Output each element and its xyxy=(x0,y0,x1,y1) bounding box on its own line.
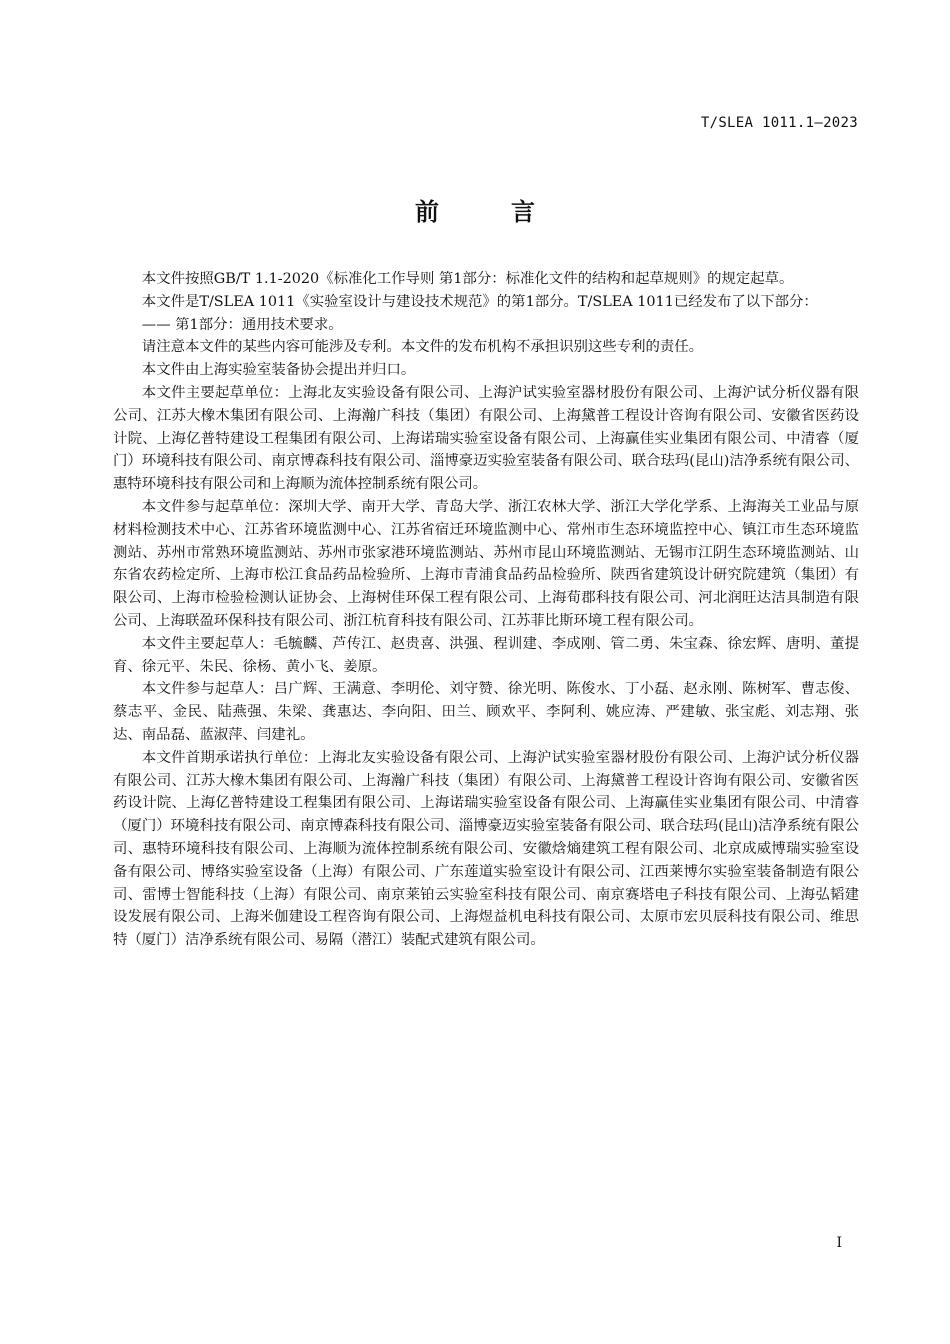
page-number: I xyxy=(836,1235,842,1251)
paragraph-drafting-rules: 本文件按照GB/T 1.1-2020《标准化工作导则 第1部分：标准化文件的结构和起草规则》的规定起草。 xyxy=(141,271,794,287)
paragraph-part-list: —— 第1部分：通用技术要求。 xyxy=(141,316,343,333)
paragraph-first-implementers: 本文件首期承诺执行单位：上海北友实验设备有限公司、上海沪试实验室器材股份有限公司、上海沪试分析仪器有限公司、江苏大橡木集团有限公司、上海瀚广科技（集团）有限公司、上海黛普工程设计咨询有限公司、安徽省医药设计院、上海亿普特建设工程集团有限公司、上海诺瑞实验室设备有限公司、上海赢佳实业集团有限公司、中清睿（厦门）环境科技有限公司、南京博森科技有限公司、淄博豪迈实验室装备有限公司、联合珐玛(昆山)洁净系统有限公司、惠特环境科技有限公司、上海顺为流体控制系统有限公司、安徽焓熵建筑工程有限公司、北京成威博瑞实验室设备有限公司、博络实验室设备（上海）有限公司、广东莲道实验室设计有限公司、江西莱博尔实验室装备制造有限公司、雷博士智能科技（上海）有限公司、南京莱铂云实验室科技有限公司、南京赛塔电子科技有限公司、上海弘韬建设发展有限公司、上海米伽建设工程咨询有限公司、上海煜益机电科技有限公司、太原市宏贝辰科技有限公司、维思特（厦门）洁净系统有限公司、易隔（潜江）装配式建筑有限公司。 xyxy=(113,749,859,949)
document-code: T/SLEA 1011.1—2023 xyxy=(700,115,858,131)
document-body xyxy=(113,268,859,952)
paragraph-participating-units: 本文件参与起草单位：深圳大学、南开大学、青岛大学、浙江农林大学、浙江大学化学系、上海海关工业品与原材料检测技术中心、江苏省环境监测中心、江苏省宿迁环境监测中心、常州市生态环境监控中心、镇江市生态环境监测站、苏州市常熟环境监测站、苏州市张家港环境监测站、苏州市昆山环境监测站、无锡市江阴生态环境监测站、山东省农药检定所、上海市松江食品药品检验所、上海市青浦食品药品检验所、陕西省建筑设计研究院建筑（集团）有限公司、上海市检验检测认证协会、上海树佳环保工程有限公司、上海荀郡科技有限公司、河北润旺达洁具制造有限公司、上海联盈环保科技有限公司、浙江杭育科技有限公司、江苏菲比斯环境工程有限公司。 xyxy=(113,498,859,629)
paragraph-series-info: 本文件是T/SLEA 1011《实验室设计与建设技术规范》的第1部分。T/SLEA 1011已经发布了以下部分： xyxy=(141,293,818,310)
paragraph-main-drafters: 本文件主要起草人：毛毓麟、芦传江、赵贵喜、洪强、程训建、李成刚、管二勇、朱宝森、徐宏辉、唐明、董提育、徐元平、朱民、徐杨、黄小飞、姜原。 xyxy=(113,635,859,675)
page-title: 前 言 xyxy=(415,198,559,226)
paragraph-participating-drafters: 本文件参与起草人：吕广辉、王满意、李明伦、刘守赞、徐光明、陈俊水、丁小磊、赵永刚、陈树军、曹志俊、蔡志平、金民、陆燕强、朱梁、龚惠达、李向阳、田兰、顾欢平、李阿利、姚应涛、严建敏、张宝彪、刘志翔、张达、南品磊、蓝淑萍、闫建礼。 xyxy=(113,681,859,743)
paragraph-main-drafting-units: 本文件主要起草单位：上海北友实验设备有限公司、上海沪试实验室器材股份有限公司、上海沪试分析仪器有限公司、江苏大橡木集团有限公司、上海瀚广科技（集团）有限公司、上海黛普工程设计咨询有限公司、安徽省医药设计院、上海亿普特建设工程集团有限公司、上海诺瑞实验室设备有限公司、上海赢佳实业集团有限公司、中清睿（厦门）环境科技有限公司、南京博森科技有限公司、淄博豪迈实验室装备有限公司、联合珐玛(昆山)洁净系统有限公司、惠特环境科技有限公司和上海顺为流体控制系统有限公司。 xyxy=(113,384,859,493)
paragraph-proposer: 本文件由上海实验室装备协会提出并归口。 xyxy=(141,362,416,379)
paragraph-patent-notice: 请注意本文件的某些内容可能涉及专利。本文件的发布机构不承担识别这些专利的责任。 xyxy=(141,339,704,356)
